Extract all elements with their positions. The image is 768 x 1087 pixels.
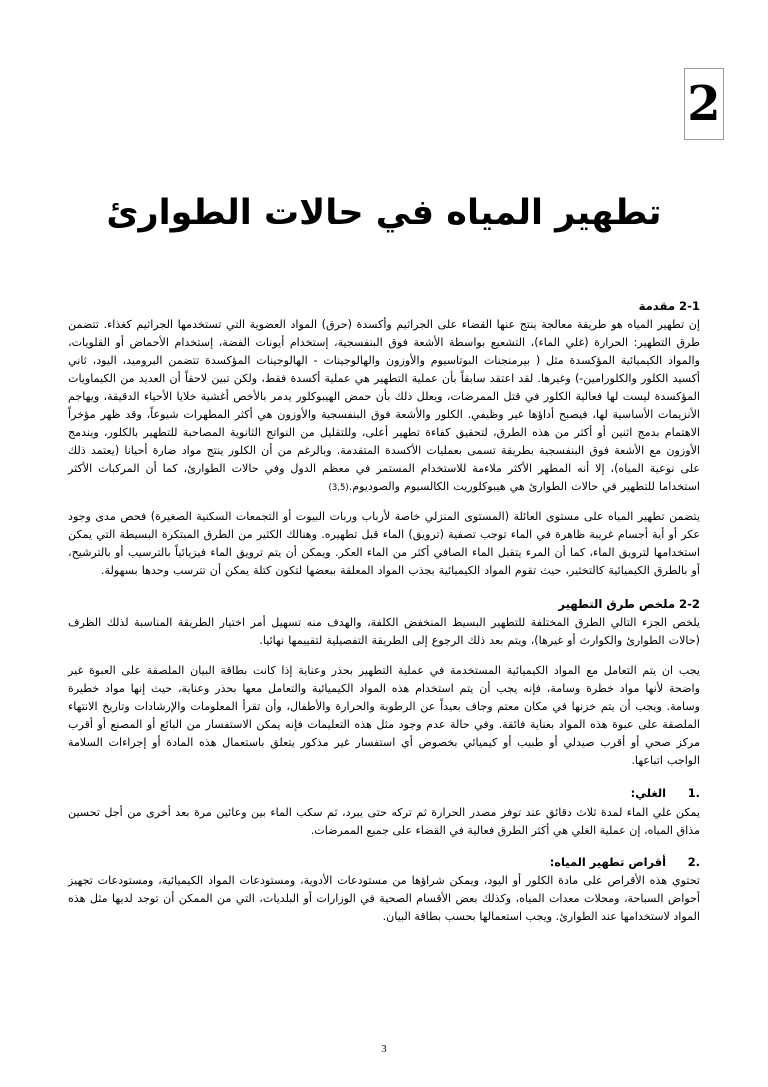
paragraph [68, 316, 700, 496]
chapter-number-box [684, 68, 724, 140]
paragraph: يجب ان يتم التعامل مع المواد الكيميائية المستخدمة في عملية التطهير بحذر وعناية إذا كانت بطاقة البيان الملصقة على العبوة غير واضحة لأنها مواد خطرة وسامة، فإنه يجب أن يتم استخدام هذه المواد الكيميائية والتعامل معها بحذر وعناية، حيث إنها مواد خطيرة وسامة. ويجب أن يتم خزنها في مكان معتم وجاف بعيداً عن الرطوبة والحرارة والأطفال، وأن تقرأ المعلومات والإرشادات وتاريخ الانتهاء الملصقة على عبوة هذه المواد بعناية فائقة. وفي حالة عدم وجود مثل هذه التعليمات فإنه يمكن الاستفسار من البائع أو المصنع أو أقرب مركز صحي أو أقرب صيدلي أو طبيب أو كيميائي بخصوص أي استفسار غير مذكور يتعلق باستعمال هذه المادة أو إجراءات السلامة الواجب اتباعها. [68, 664, 700, 768]
list-item-heading [68, 853, 700, 871]
section-heading-summary-methods: 2-2 ملخص طرق التطهير [558, 596, 700, 611]
section-introduction [68, 298, 700, 580]
paragraph-text: إن تطهير المياه هو طريقة معالجة ينتج عنها القضاء على الجراثيم وأكسدة (حرق) المواد العضوية التي تستخدمها الجراثيم كغذاء. تتضمن طرق التطهير: الحرارة (غلي الماء)، التشعيع بواسطة الأشعة فوق البنفسجية، إستخدام أيونات الفضة، إستخدام الأحماض أو القلويات، والمواد الكيميائية المؤكسدة مثل ( بيرمنجنات البوتاسيوم والأوزون والهالوجينات - الهالوجينات المؤكسدة تتضمن البروميد، اليود، ثاني أكسيد الكلور والكلورامين-) وغيرها. لقد اعتقد سابقاً بأن عملية التطهير هي عملية أكسدة فقط، ولكن تبين لاحقاً أن العديد من الكيماويات المؤكسدة ليست لها فعالية الكلور في قتل الممرضات، ويعلل ذلك بأن حمض الهيبوكلور يدمر بالأخص أغشية خلايا الأحياء الدقيقة، ويهاجم الأنزيمات الأساسية لها، فيصبح أداؤها غير وظيفي. الكلور والأشعة فوق البنفسجية والأوزون هي أكثر المطهرات شيوعاً، وقد ظهر مؤخراً الاهتمام بدمج اثنين أو أكثر من هذه الطرق، لتحقيق كفاءة تطهير أعلى، وللتقليل من النواتج الثانوية المصاحبة للتطهير بالكلور، ويندمج الأوزون مع الأشعة فوق البنفسجية بطريقة تسمى بعمليات الأكسدة المتقدمة. وبالرغم من أن الكلور ينتج مواد ضارة أحيانا (يعتمد ذلك على نوعية المياه)، إلا أنه المطهر الأكثر ملاءمة للاستخدام المستمر في معظم الدول وفي حالات الطوارئ، كما أن المركبات الأكثر استخداما للتطهير في حالات الطوارئ هي هيبوكلوريت الكالسيوم والصوديوم. [68, 318, 700, 494]
list-item [68, 853, 700, 926]
page-title: تطهير المياه في حالات الطوارئ [106, 193, 662, 233]
list-item [68, 784, 700, 839]
list-item-number: 2. [687, 854, 700, 869]
list-item-number: 1. [687, 786, 700, 801]
citation-reference: (3,5) [328, 483, 349, 494]
methods-list [68, 784, 700, 926]
paragraph: يلخص الجزء التالي الطرق المختلفة للتطهير البسيط المنخفض الكلفة، والهدف منه تسهيل أمر اختيار الطريقة المناسبة لذلك الظرف (حالات الطوارئ والكوارث أو غيرها)، ويتم بعد ذلك الرجوع إلى الطريقة التفصيلية لتقييمها نهائيا. [68, 616, 700, 648]
section-heading-introduction: 2-1 مقدمة [638, 299, 700, 313]
paragraph: يتضمن تطهير المياه على مستوى العائلة (المستوى المنزلي خاصة لأرباب وربات البيوت أو التجمعات السكنية الصغيرة) فحص مدى وجود عكر أو أية أجسام غريبة ظاهرة في الماء توجب تصفية (ترويق) الماء قبل تطهيره. وهنالك الكثير من الطرق المبتكرة البسيطة التي يمكن استخدامها لترويق الماء، كما أن المرء يتقبل الماء الصافي أكثر من الماء العكر. ويمكن أن يتم ترويق الماء فيزيائياً بالترسيب أو بالترشيح، أو بالطرق الكيميائية كالتخثير، حيث تقوم المواد الكيميائية بجذب المواد المعلقة ببعضها لتكون كتلة يمكن أن تترسب وحدها بسهولة. [68, 510, 700, 577]
list-item-label: الغلي: [630, 786, 666, 801]
page-number: 3 [381, 1044, 387, 1055]
list-item-text: يمكن غلي الماء لمدة ثلاث دقائق عند توفر مصدر الحرارة ثم تركه حتى يبرد، ثم سكب الماء بين وعائين مرة بعد أخرى من أجل تحسين مذاق المياه، إن عملية الغلي هي أكثر الطرق فعالية في القضاء على جميع الممرضات. [68, 805, 700, 837]
list-item-label: أقراص تطهير المياه: [549, 854, 666, 869]
list-item-heading [68, 784, 700, 802]
list-item-text: تحتوي هذه الأقراص على مادة الكلور أو اليود، ويمكن شراؤها من مستودعات الأدوية، ومستودعات المواد الكيميائية، ومستودعات تجهيز أحواض السباحة، ومحلات معدات المياه، وكذلك بعض الأقسام الصحية في الوزارات أو البلديات، التي من الممكن أن توجد لديها مثل هذه المواد لاستخدامها عند الطوارئ. ويجب استعمالها بحسب بطاقة البيان. [68, 873, 700, 923]
section-summary-methods [68, 596, 700, 770]
chapter-number: 2 [687, 76, 721, 132]
document-body [68, 298, 700, 939]
